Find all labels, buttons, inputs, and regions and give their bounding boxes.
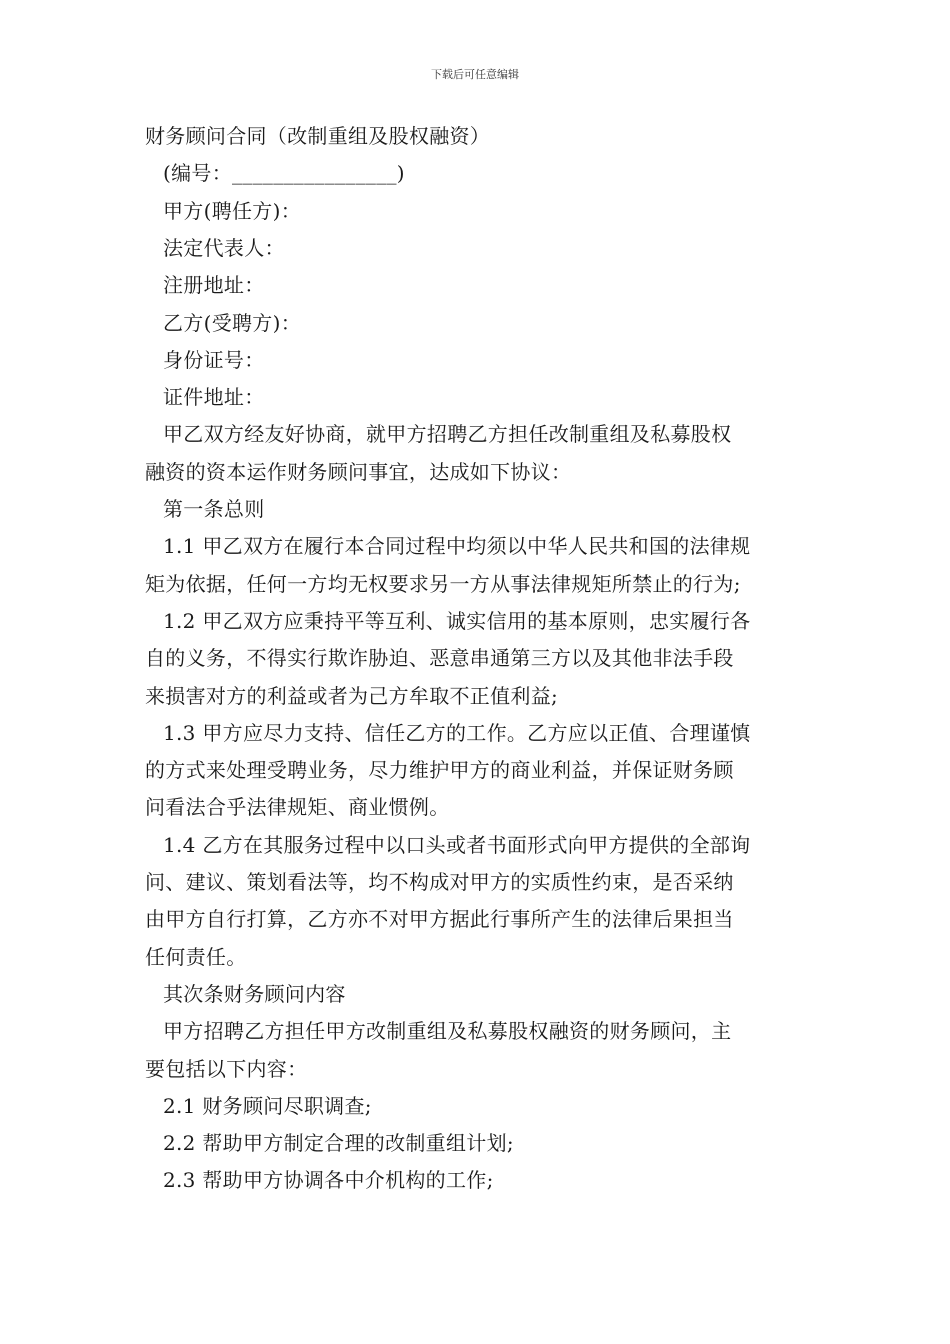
text-line: 其次条财务顾问内容 xyxy=(163,981,346,1006)
text-line: 甲方招聘乙方担任甲方改制重组及私募股权融资的财务顾问，主 xyxy=(163,1019,732,1044)
text-line: 注册地址： xyxy=(163,273,265,298)
text-line: 1.3 甲方应尽力支持、信任乙方的工作。乙方应以正值、合理谨慎 xyxy=(163,720,751,745)
text-line: 法定代表人： xyxy=(163,235,285,260)
text-line: 由甲方自行打算，乙方亦不对甲方据此行事所产生的法律后果担当 xyxy=(145,907,734,932)
text-line: 证件地址： xyxy=(163,385,265,410)
text-line: 来损害对方的利益或者为己方牟取不正值利益; xyxy=(145,683,559,708)
text-line: 1.4 乙方在其服务过程中以口头或者书面形式向甲方提供的全部询 xyxy=(163,832,751,857)
text-line: 问、建议、策划看法等，均不构成对甲方的实质性约束，是否采纳 xyxy=(145,870,734,894)
text-line: (编号：________________) xyxy=(163,161,405,186)
text-line: 矩为依据，任何一方均无权要求另一方从事法律规矩所禁止的行为; xyxy=(145,571,741,596)
text-line: 身份证号： xyxy=(163,347,265,372)
text-line: 甲乙双方经友好协商，就甲方招聘乙方担任改制重组及私募股权 xyxy=(163,422,732,447)
text-line: 第一条总则 xyxy=(163,497,265,521)
header-note: 下载后可任意编辑 xyxy=(431,68,519,81)
text-line: 甲方(聘任方)： xyxy=(163,198,302,223)
document-title: 财务顾问合同（改制重组及股权融资） xyxy=(145,124,491,148)
text-line: 2.1 财务顾问尽职调查; xyxy=(163,1093,372,1118)
text-line: 问看法合乎法律规矩、商业惯例。 xyxy=(145,795,450,820)
text-line: 自的义务，不得实行欺诈胁迫、恶意串通第三方以及其他非法手段 xyxy=(145,646,734,671)
text-line: 1.1 甲乙双方在履行本合同过程中均须以中华人民共和国的法律规 xyxy=(163,534,751,559)
text-line: 要包括以下内容： xyxy=(145,1056,308,1081)
text-line: 融资的资本运作财务顾问事宜，达成如下协议： xyxy=(145,459,572,484)
text-line: 1.2 甲乙双方应秉持平等互利、诚实信用的基本原则，忠实履行各 xyxy=(163,608,751,633)
text-line: 乙方(受聘方)： xyxy=(163,310,302,335)
text-line: 的方式来处理受聘业务，尽力维护甲方的商业利益，并保证财务顾 xyxy=(145,758,734,783)
text-line: 任何责任。 xyxy=(145,944,247,969)
text-line: 2.2 帮助甲方制定合理的改制重组计划; xyxy=(163,1131,514,1156)
text-line: 2.3 帮助甲方协调各中介机构的工作; xyxy=(163,1168,494,1193)
